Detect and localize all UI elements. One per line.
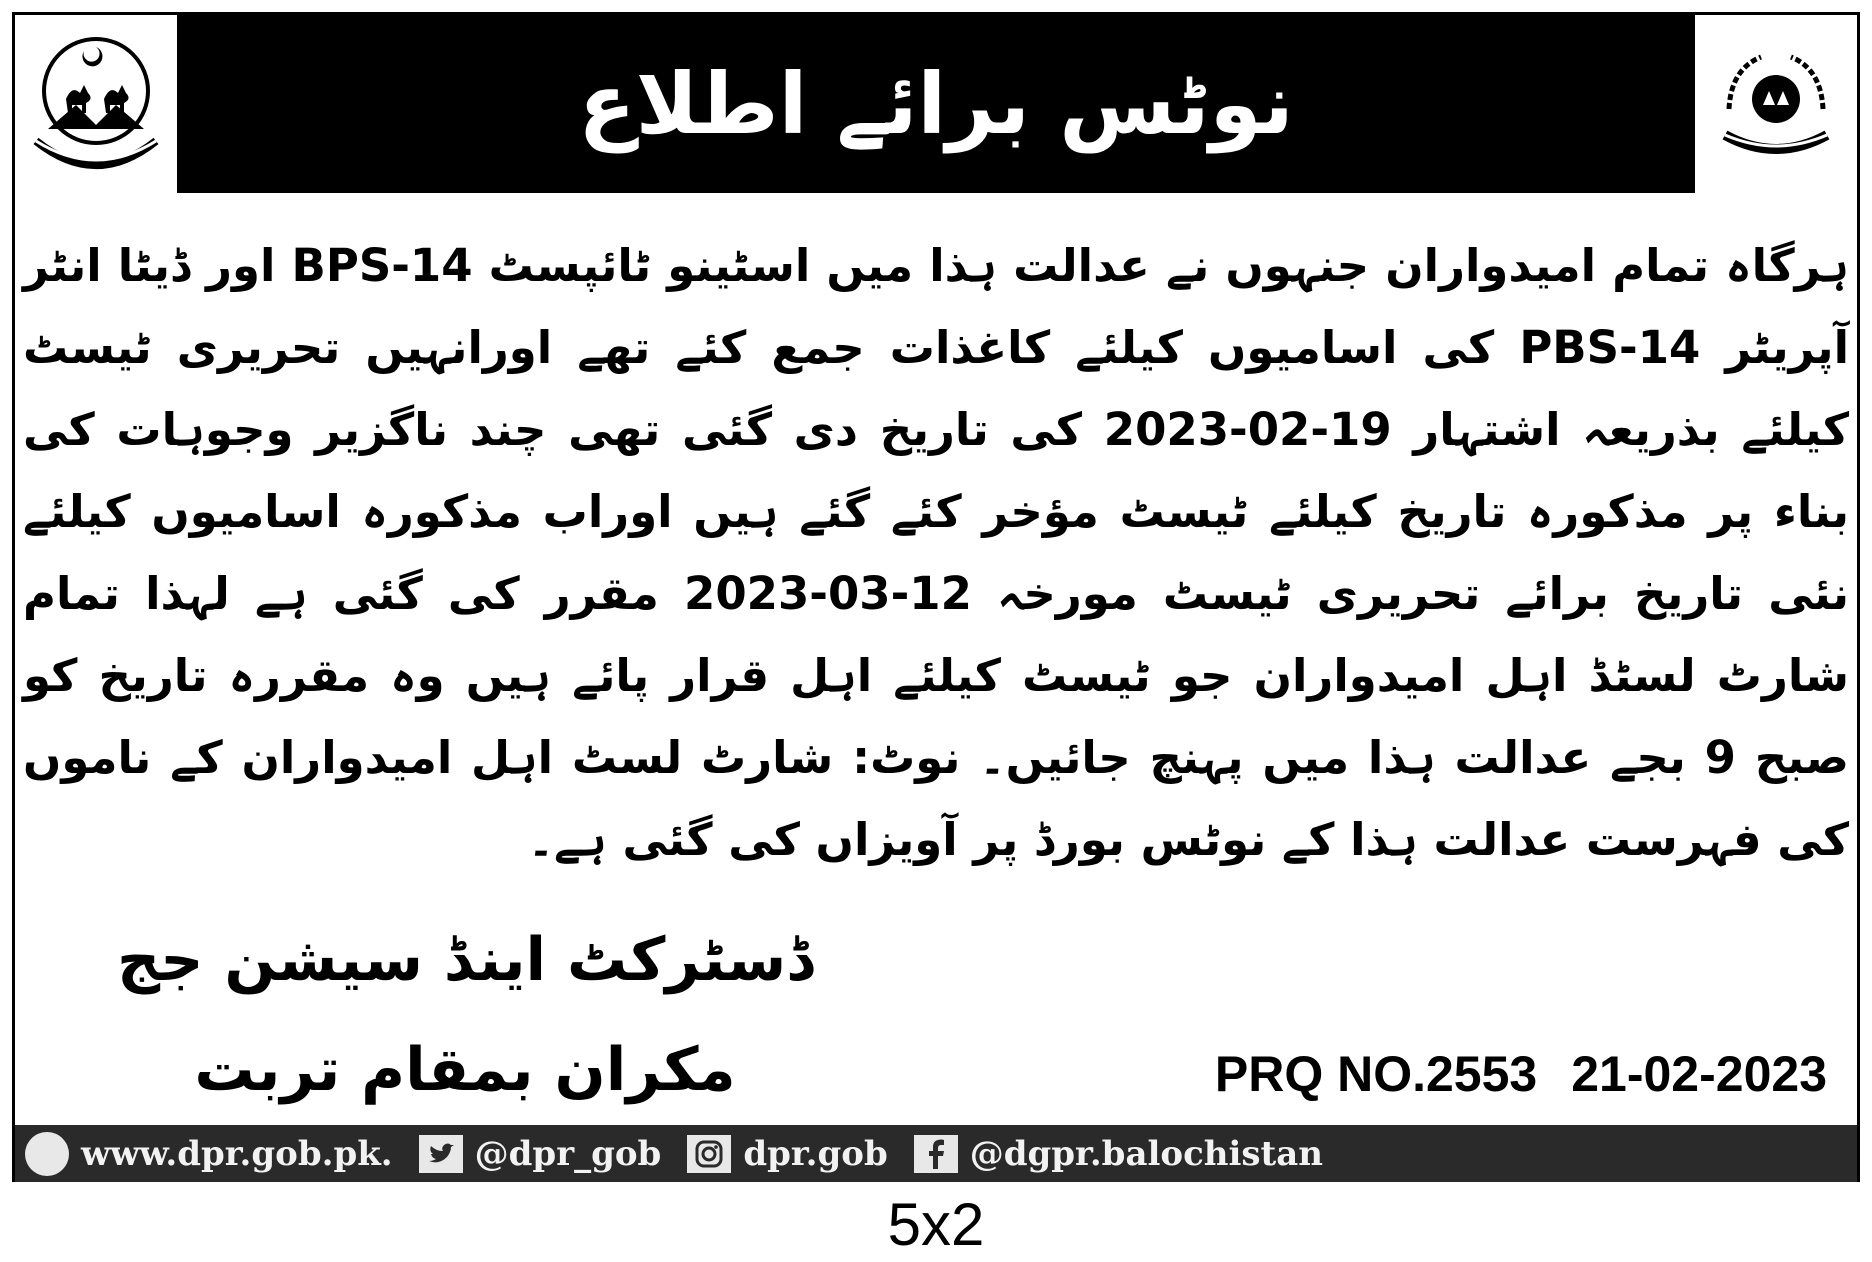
facebook-handle: @dgpr.balochistan: [969, 1133, 1324, 1174]
prq-date: 21-02-2023: [1571, 1046, 1827, 1102]
globe-icon: [25, 1132, 69, 1176]
facebook-icon: [914, 1135, 958, 1173]
footer-facebook[interactable]: [914, 1134, 1323, 1174]
footer-website[interactable]: [25, 1132, 393, 1176]
balochistan-government-logo: [15, 15, 177, 193]
instagram-handle: dpr.gob: [743, 1133, 888, 1174]
notice-header: [15, 15, 1857, 193]
notice-title: نوٹس برائے اطلاع: [578, 55, 1294, 153]
footer-instagram[interactable]: [687, 1134, 887, 1174]
footer-twitter[interactable]: [419, 1134, 662, 1174]
ad-size-label: 5x2: [887, 1191, 985, 1258]
instagram-icon: [687, 1135, 731, 1173]
signature-designation: ڈسٹرکٹ اینڈ سیشن جج: [117, 925, 813, 995]
signature-block: [55, 905, 875, 1125]
website-text: www.dpr.gob.pk.: [81, 1133, 393, 1174]
dgpr-logo: [1695, 15, 1857, 193]
prq-reference: [1215, 1045, 1827, 1103]
notice-frame: [12, 12, 1860, 1182]
prq-number: PRQ NO.2553: [1214, 1046, 1538, 1102]
government-emblem-icon: [26, 29, 166, 179]
dgpr-emblem-icon: [1711, 39, 1841, 169]
twitter-handle: @dpr_gob: [474, 1133, 662, 1174]
notice-body: ہرگاہ تمام امیدواران جنہوں نے عدالت ہذا میں اسٹینو ٹائپسٹ BPS-14 اور ڈیٹا انٹر آپریٹر PBS-14 کی اسامیوں کیلئے کاغذات جمع کئے تھے اورانہیں تحریری ٹیسٹ کیلئے بذریعہ اشتہار 19-02-2023 کی تاریخ دی گئی تھی چند ناگزیر وجوہات کی بناء پر مذکورہ تاریخ کیلئے ٹیسٹ مؤخر کئے گئے ہیں اوراب مذکورہ اسامیوں کیلئے نئی تاریخ برائے تحریری ٹیسٹ مورخہ 12-03-2023 مقرر کی گئی ہے لہذا تمام شارٹ لسٹڈ اہل امیدواران جو ٹیسٹ کیلئے اہل قرار پائے ہیں وہ مقررہ تاریخ کو صبح 9 بجے عدالت ہذا میں پہنچ جائیں۔ نوٹ: شارٹ لسٹ اہل امیدواران کے ناموں کی فہرست عدالت ہذا کے نوٹس بورڈ پر آویزاں کی گئی ہے۔: [23, 239, 1849, 866]
twitter-icon: [419, 1135, 463, 1173]
signature-location: مکران بمقام تربت: [194, 1035, 736, 1105]
footer-bar: [15, 1125, 1857, 1182]
